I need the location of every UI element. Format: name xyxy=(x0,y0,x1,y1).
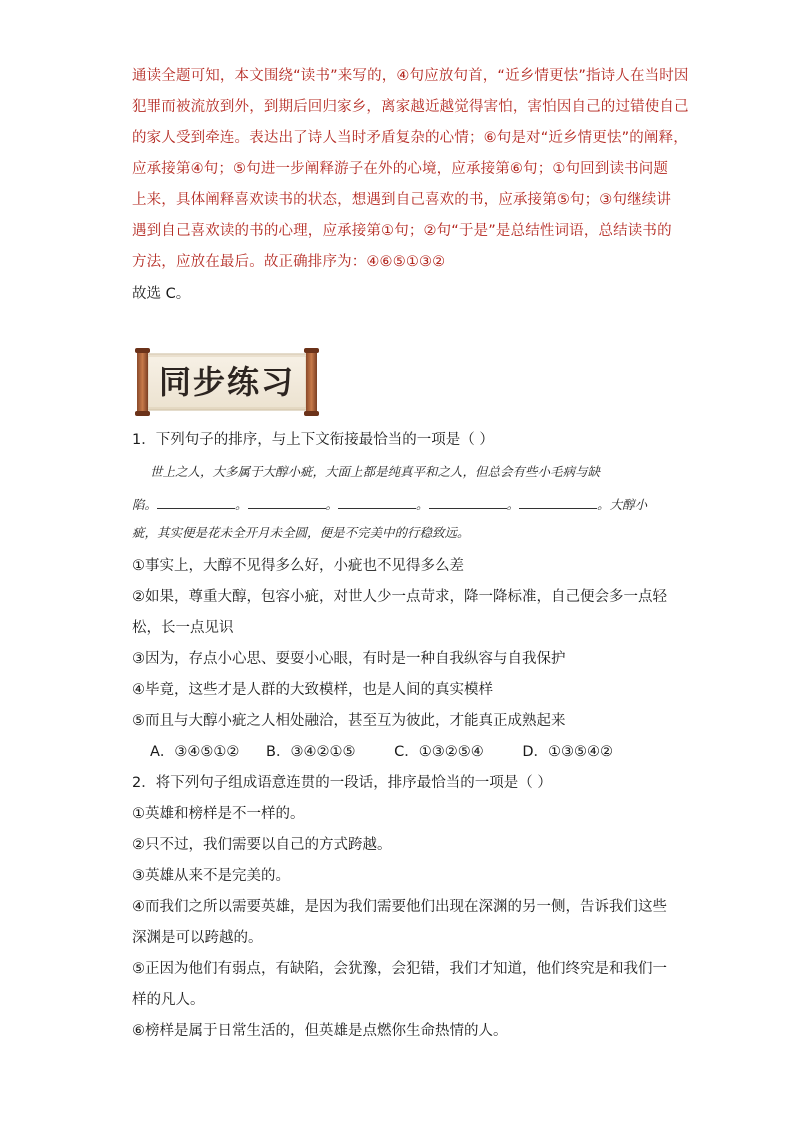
q2-sentence-4-cont: 深渊是可以跨越的。 xyxy=(132,930,263,946)
answer-line-5: 上来，具体阐释喜欢读书的状态，想遇到自己喜欢的书，应承接第⑤句；③句继续讲 xyxy=(132,192,672,208)
q1-sentence-2-cont: 松，长一点见识 xyxy=(132,620,234,636)
answer-line-1: 通读全题可知，本文围绕“读书”来写的，④句应放句首，“近乡情更怯”指诗人在当时因 xyxy=(132,68,689,84)
q1-option-d[interactable]: D．①③⑤④② xyxy=(522,744,613,760)
q1-passage-line-1: 世上之人，大多属于大醇小疵，大面上都是纯真平和之人，但总会有些小毛病与缺 xyxy=(150,464,601,479)
q1-option-c[interactable]: C．①③②⑤④ xyxy=(394,744,484,760)
q1-sentence-4: ④毕竟，这些才是人群的大致模样，也是人间的真实模样 xyxy=(132,682,493,698)
q1-option-a[interactable]: A．③④⑤①② xyxy=(150,744,240,760)
q1-passage-line-2-end: 。大醇小 xyxy=(597,497,648,512)
q1-sentence-3: ③因为，存点小心思、耍耍小心眼，有时是一种自我纵容与自我保护 xyxy=(132,651,566,667)
answer-conclusion: 故选 C。 xyxy=(132,286,191,302)
blank-2[interactable] xyxy=(248,494,326,509)
section-banner xyxy=(134,348,320,416)
q2-sentence-6: ⑥榜样是属于日常生活的，但英雄是点燃你生命热情的人。 xyxy=(132,1023,508,1039)
q1-sentence-2: ②如果，尊重大醇，包容小疵，对世人少一点苛求，降一降标准，自己便会多一点轻 xyxy=(132,589,667,605)
q2-stem: 2．将下列句子组成语意连贯的一段话，排序最恰当的一项是（ ） xyxy=(132,775,552,791)
q1-option-b[interactable]: B．③④②①⑤ xyxy=(266,744,356,760)
q1-sentence-1: ①事实上，大醇不见得多么好，小疵也不见得多么差 xyxy=(132,558,464,574)
answer-line-2: 犯罪而被流放到外，到期后回归家乡，离家越近越觉得害怕，害怕因自己的过错使自己 xyxy=(132,99,689,115)
answer-line-7: 方法，应放在最后。故正确排序为：④⑥⑤①③② xyxy=(132,254,446,270)
q1-sentence-5: ⑤而且与大醇小疵之人相处融洽，甚至互为彼此，才能真正成熟起来 xyxy=(132,713,566,729)
q2-sentence-5-cont: 样的凡人。 xyxy=(132,992,205,1008)
section-title: 同步练习 xyxy=(158,363,295,401)
q2-sentence-2: ②只不过，我们需要以自己的方式跨越。 xyxy=(132,837,392,853)
q2-sentence-1: ①英雄和榜样是不一样的。 xyxy=(132,806,305,822)
q1-stem: 1．下列句子的排序，与上下文衔接最恰当的一项是（ ） xyxy=(132,432,494,448)
q1-passage-line-3: 疵，其实便是花未全开月未全圆，便是不完美中的行稳致远。 xyxy=(132,525,470,540)
q2-sentence-4: ④而我们之所以需要英雄，是因为我们需要他们出现在深渊的另一侧，告诉我们这些 xyxy=(132,899,667,915)
blank-4[interactable] xyxy=(429,494,507,509)
blank-1[interactable] xyxy=(157,494,235,509)
answer-line-3: 的家人受到牵连。表达出了诗人当时矛盾复杂的心情；⑥句是对“近乡情更怯”的阐释， xyxy=(132,130,688,146)
q2-sentence-5: ⑤正因为他们有弱点，有缺陷，会犹豫，会犯错，我们才知道，他们终究是和我们一 xyxy=(132,961,667,977)
answer-line-4: 应承接第④句；⑤句进一步阐释游子在外的心境，应承接第⑥句；①句回到读书问题 xyxy=(132,161,669,177)
answer-line-6: 遇到自己喜欢读的书的心理，应承接第①句；②句“于是”是总结性词语，总结读书的 xyxy=(132,223,672,239)
blank-3[interactable] xyxy=(338,494,416,509)
blank-5[interactable] xyxy=(519,494,597,509)
q1-passage-line-2: 陷。 。 。 。 。 。大醇小 xyxy=(132,494,662,515)
q2-sentence-3: ③英雄从来不是完美的。 xyxy=(132,868,290,884)
q1-passage-line-2-start: 陷。 xyxy=(132,497,158,512)
q1-options xyxy=(150,742,635,762)
